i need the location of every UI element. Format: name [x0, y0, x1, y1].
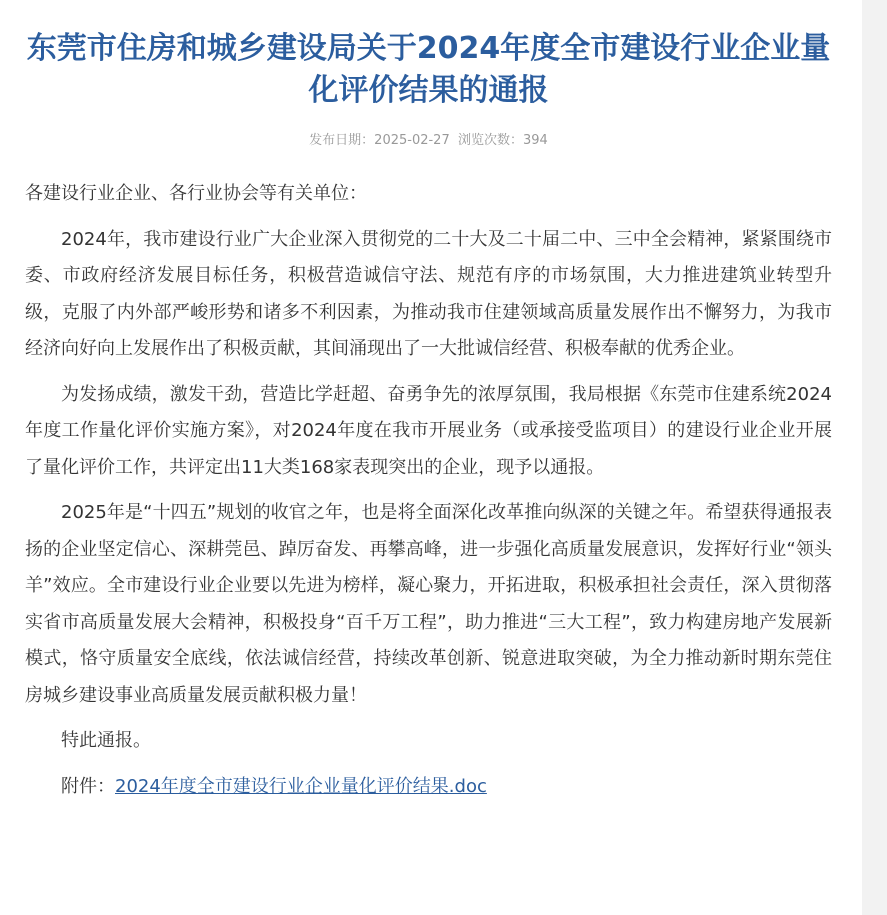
- paragraph: 为发扬成绩，激发干劲，营造比学赶超、奋勇争先的浓厚氛围，我局根据《东莞市住建系统2024年度工作量化评价实施方案》，对2024年度在我市开展业务（或承接受监项目）的建设行业企业开展了量化评价工作，共评定出11大类168家表现突出的企业，现予以通报。: [25, 383, 832, 478]
- page-margin: [862, 0, 887, 915]
- publish-date: 2025-02-27: [374, 133, 450, 148]
- attachment-download-link[interactable]: 2024年度全市建设行业企业量化评价结果.doc: [115, 775, 487, 797]
- article-meta: [25, 132, 832, 150]
- paragraph: 2024年，我市建设行业广大企业深入贯彻党的二十大及二十届二中、三中全会精神，紧紧围绕市委、市政府经济发展目标任务，积极营造诚信守法、规范有序的市场氛围，大力推进建筑业转型升级，克服了内外部严峻形势和诸多不利因素，为推动我市住建领域高质量发展作出不懈努力，为我市经济向好向上发展作出了积极贡献，其间涌现出了一大批诚信经营、积极奉献的优秀企业。: [25, 228, 832, 359]
- closing-line: 特此通报。: [61, 730, 151, 751]
- view-count: 394: [523, 133, 548, 148]
- attachment-label: 附件：: [61, 775, 115, 797]
- attachment-line: [25, 769, 832, 806]
- paragraph: 2025年是“十四五”规划的收官之年，也是将全面深化改革推向纵深的关键之年。希望获得通报表扬的企业坚定信心、深耕莞邑、踔厉奋发、再攀高峰，进一步强化高质量发展意识，发挥好行业“领头羊”效应。全市建设行业企业要以先进为榜样，凝心聚力，开拓进取，积极承担社会责任，深入贯彻落实省市高质量发展大会精神，积极投身“百千万工程”，助力推进“三大工程”，致力构建房地产发展新模式，恪守质量安全底线，依法诚信经营，持续改革创新、锐意进取突破，为全力推动新时期东莞住房城乡建设事业高质量发展贡献积极力量！: [25, 502, 832, 706]
- salutation: 各建设行业企业、各行业协会等有关单位：: [25, 183, 367, 204]
- page-title: 东莞市住房和城乡建设局关于2024年度全市建设行业企业量化评价结果的通报: [26, 31, 831, 108]
- publish-date-label: 发布日期：: [309, 133, 375, 148]
- article-body: [25, 176, 832, 805]
- view-count-label: 浏览次数：: [458, 133, 524, 148]
